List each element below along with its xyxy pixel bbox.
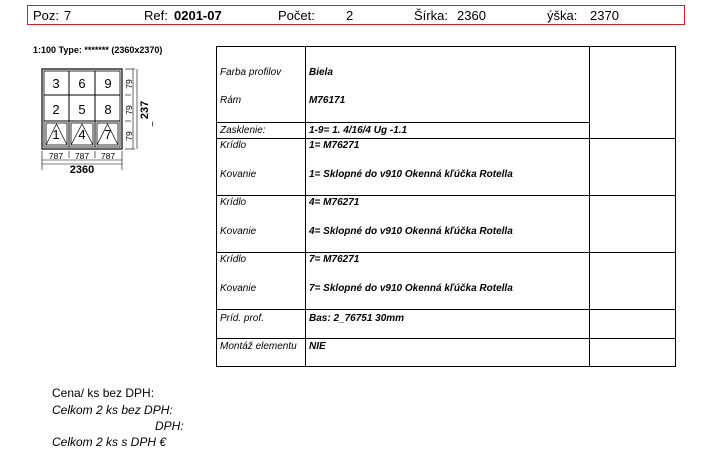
spec-label-cell bbox=[217, 47, 306, 123]
kridlo-value: 4= M76271 bbox=[309, 197, 360, 208]
vat-label: DPH: bbox=[155, 419, 184, 433]
sirka-value: 2360 bbox=[457, 8, 486, 23]
table-row bbox=[217, 196, 676, 253]
pane-number: 7 bbox=[104, 127, 112, 142]
spec-empty-cell bbox=[590, 196, 676, 253]
pocet-value: 2 bbox=[346, 8, 354, 23]
spec-empty-cell bbox=[590, 47, 676, 139]
prid-label: Príd. prof. bbox=[217, 310, 306, 339]
spec-empty-cell bbox=[590, 139, 676, 196]
drawing-title: 1:100 Type: ******* (2360x2370) bbox=[33, 45, 163, 55]
bottom-dim: 787 bbox=[48, 151, 64, 161]
ram-value: M76171 bbox=[309, 95, 346, 106]
side-dim: 79 bbox=[124, 105, 134, 115]
kridlo-value: 1= M76271 bbox=[309, 140, 360, 151]
zasklenie-value: 1-9= 1. 4/16/4 Ug -1.1 bbox=[306, 123, 590, 139]
pane-number: 3 bbox=[52, 76, 60, 91]
pane-number: 2 bbox=[52, 102, 60, 117]
pane-number: 1 bbox=[52, 127, 60, 142]
kovanie-label: Kovanie bbox=[220, 283, 257, 294]
window-drawing bbox=[41, 68, 171, 183]
vyska-value: 2370 bbox=[590, 8, 619, 23]
spec-value-cell bbox=[306, 253, 590, 310]
spec-label-cell bbox=[217, 253, 306, 310]
poz-label: Poz: bbox=[33, 8, 60, 23]
kovanie-value: 7= Sklopné do v910 Okenná kľúčka Rotella bbox=[309, 283, 513, 294]
spec-empty-cell bbox=[590, 310, 676, 339]
spec-label-cell bbox=[217, 196, 306, 253]
ram-label: Rám bbox=[220, 95, 242, 106]
table-row bbox=[217, 47, 676, 123]
spec-value-cell bbox=[306, 47, 590, 123]
spec-empty-cell bbox=[590, 339, 676, 367]
pane-number: 8 bbox=[104, 102, 112, 117]
farba-label: Farba profilov bbox=[220, 67, 282, 78]
price-per-unit-label: Cena/ ks bez DPH: bbox=[52, 386, 155, 400]
table-row bbox=[217, 139, 676, 196]
window-drawing-svg bbox=[41, 68, 171, 178]
pocet-label: Počet: bbox=[278, 8, 315, 23]
montaz-value: NIE bbox=[306, 339, 590, 367]
total-without-vat-label: Celkom 2 ks bez DPH: bbox=[52, 403, 173, 417]
spec-value-cell bbox=[306, 139, 590, 196]
bottom-dim: 787 bbox=[74, 151, 90, 161]
pane-number: 5 bbox=[78, 102, 86, 117]
pane-number: 9 bbox=[104, 76, 112, 91]
kridlo-label: Krídlo bbox=[220, 254, 247, 265]
pane-number: 6 bbox=[78, 76, 86, 91]
prid-value: Bas: 2_76751 30mm bbox=[306, 310, 590, 339]
table-row bbox=[217, 310, 676, 339]
spec-table bbox=[216, 46, 676, 367]
total-with-vat-label: Celkom 2 ks s DPH € bbox=[52, 435, 167, 449]
kovanie-value: 4= Sklopné do v910 Okenná kľúčka Rotella bbox=[309, 226, 513, 237]
table-row bbox=[217, 253, 676, 310]
side-total: 237 bbox=[139, 100, 151, 120]
spec-empty-cell bbox=[590, 253, 676, 310]
montaz-label: Montáž elementu bbox=[217, 339, 306, 367]
vyska-label: ýška: bbox=[547, 8, 578, 23]
pane-number: 4 bbox=[78, 127, 86, 142]
kridlo-value: 7= M76271 bbox=[309, 254, 360, 265]
kovanie-value: 1= Sklopné do v910 Okenná kľúčka Rotella bbox=[309, 169, 513, 180]
zasklenie-label: Zasklenie: bbox=[217, 123, 306, 139]
ref-label: Ref: bbox=[144, 8, 168, 23]
kridlo-label: Krídlo bbox=[220, 197, 247, 208]
sirka-label: Šírka: bbox=[414, 8, 448, 23]
spec-label-cell bbox=[217, 139, 306, 196]
table-row bbox=[217, 339, 676, 367]
kovanie-label: Kovanie bbox=[220, 169, 257, 180]
total-width: 2360 bbox=[69, 164, 95, 176]
ref-value: 0201-07 bbox=[174, 8, 222, 23]
spec-value-cell bbox=[306, 196, 590, 253]
side-dim: 79 bbox=[124, 79, 134, 89]
kovanie-label: Kovanie bbox=[220, 226, 257, 237]
side-tail: ~ bbox=[148, 121, 159, 127]
poz-value: 7 bbox=[64, 8, 72, 23]
header-bar bbox=[27, 5, 685, 25]
kridlo-label: Krídlo bbox=[220, 140, 247, 151]
bottom-dim: 787 bbox=[100, 151, 116, 161]
farba-value: Biela bbox=[309, 67, 333, 78]
side-dim: 79 bbox=[124, 131, 134, 141]
